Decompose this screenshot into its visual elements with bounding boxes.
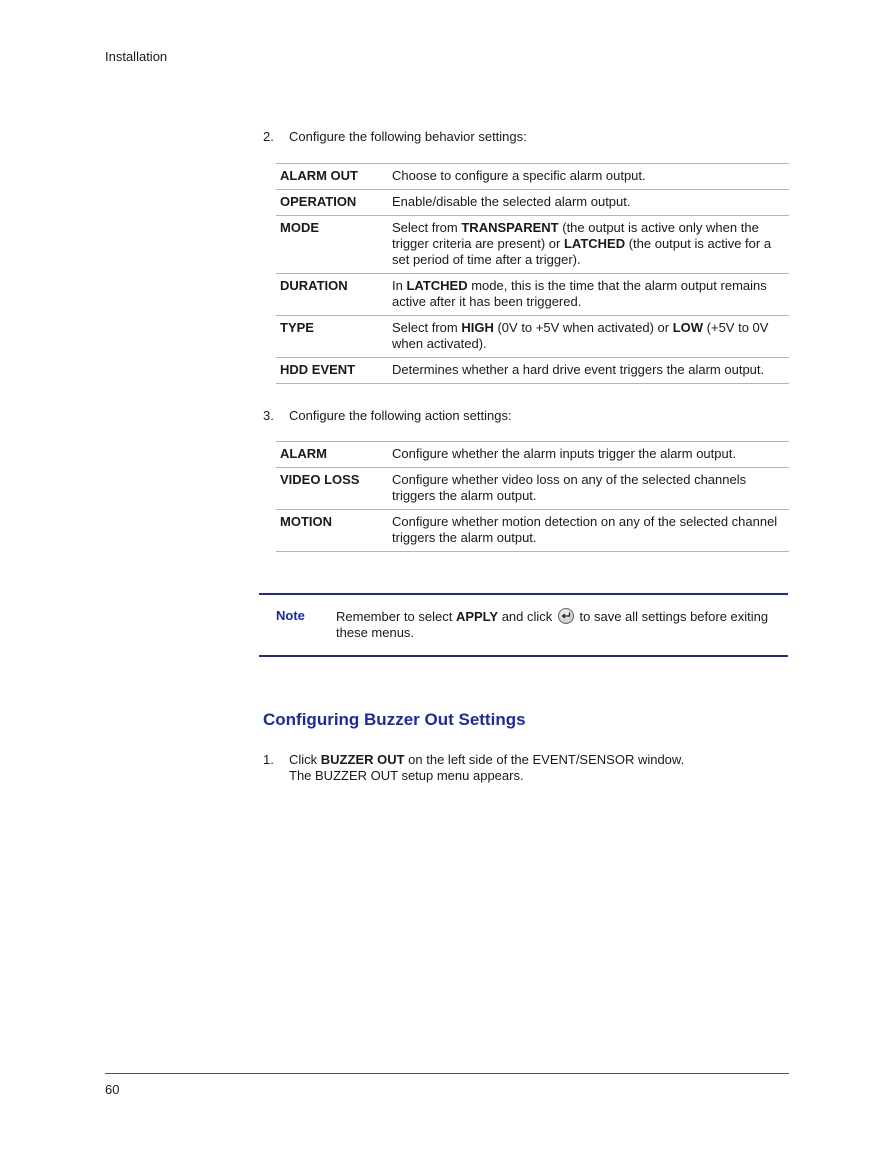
setting-description: Configure whether video loss on any of the selected channels triggers the alarm output. bbox=[388, 468, 789, 510]
step-number: 1. bbox=[263, 752, 274, 767]
setting-description: Configure whether motion detection on any of the selected channel triggers the alarm output. bbox=[388, 510, 789, 552]
setting-name: OPERATION bbox=[276, 190, 388, 216]
step-text: Configure the following action settings: bbox=[289, 408, 512, 423]
step-result: The BUZZER OUT setup menu appears. bbox=[289, 768, 524, 783]
step-text: Click BUZZER OUT on the left side of the EVENT/SENSOR window. The BUZZER OUT setup menu appears. bbox=[289, 752, 685, 783]
step-2 bbox=[263, 129, 788, 145]
step-number: 3. bbox=[263, 408, 274, 423]
action-settings-table bbox=[276, 441, 789, 552]
setting-description: Select from HIGH (0V to +5V when activated) or LOW (+5V to 0V when activated). bbox=[388, 316, 789, 358]
footer-rule bbox=[105, 1073, 789, 1074]
step-1 bbox=[263, 752, 788, 784]
table-row bbox=[276, 358, 789, 384]
running-header: Installation bbox=[105, 49, 168, 64]
setting-description: Determines whether a hard drive event triggers the alarm output. bbox=[388, 358, 789, 384]
table-row bbox=[276, 190, 789, 216]
step-3 bbox=[263, 408, 788, 424]
setting-name: DURATION bbox=[276, 274, 388, 316]
setting-name: VIDEO LOSS bbox=[276, 468, 388, 510]
table-row bbox=[276, 216, 789, 274]
setting-name: ALARM bbox=[276, 442, 388, 468]
setting-description: In LATCHED mode, this is the time that the alarm output remains active after it has been triggered. bbox=[388, 274, 789, 316]
note-label: Note bbox=[276, 608, 305, 623]
note-box bbox=[259, 593, 788, 657]
table-row bbox=[276, 468, 789, 510]
table-row bbox=[276, 274, 789, 316]
enter-icon bbox=[558, 608, 574, 624]
setting-name: TYPE bbox=[276, 316, 388, 358]
page-number: 60 bbox=[105, 1082, 120, 1097]
note-text: Remember to select APPLY and click to save all settings before exiting these menus. bbox=[336, 609, 769, 640]
setting-description: Enable/disable the selected alarm output. bbox=[388, 190, 789, 216]
step-number: 2. bbox=[263, 129, 274, 144]
table-row bbox=[276, 510, 789, 552]
setting-name: MOTION bbox=[276, 510, 388, 552]
table-row bbox=[276, 164, 789, 190]
step-text: Configure the following behavior settings: bbox=[289, 129, 527, 144]
apply-term: APPLY bbox=[455, 609, 499, 624]
table-row bbox=[276, 316, 789, 358]
setting-description: Configure whether the alarm inputs trigger the alarm output. bbox=[388, 442, 789, 468]
section-heading: Configuring Buzzer Out Settings bbox=[263, 710, 526, 729]
setting-name: ALARM OUT bbox=[276, 164, 388, 190]
setting-description: Select from TRANSPARENT (the output is active only when the trigger criteria are present) or LATCHED (the output is active for a set period of time after a trigger). bbox=[388, 216, 789, 274]
setting-name: MODE bbox=[276, 216, 388, 274]
table-row bbox=[276, 442, 789, 468]
behavior-settings-table bbox=[276, 163, 789, 384]
buzzer-out-term: BUZZER OUT bbox=[320, 752, 405, 767]
setting-name: HDD EVENT bbox=[276, 358, 388, 384]
setting-description: Choose to configure a specific alarm output. bbox=[388, 164, 789, 190]
